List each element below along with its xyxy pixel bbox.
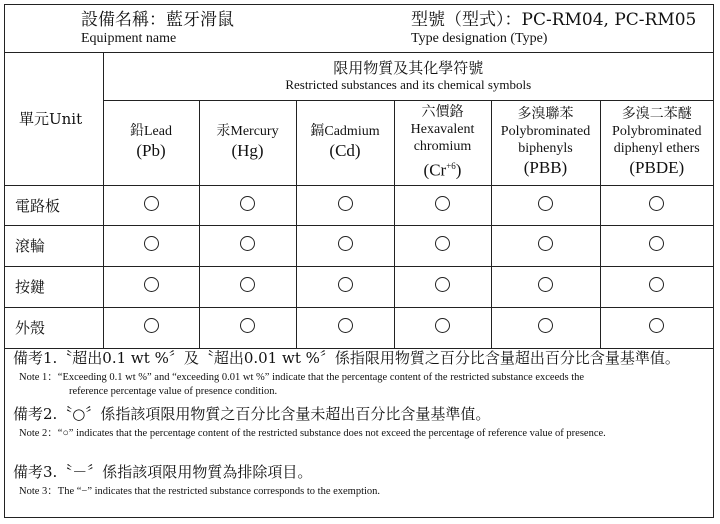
substance-pbde: 多溴二苯醚 Polybrominated diphenyl ethers (PBDE): [600, 100, 713, 185]
substance-pbb: 多溴聯苯 Polybrominated biphenyls (PBB): [491, 100, 600, 185]
table-row: [5, 307, 713, 348]
mark-circle: [296, 307, 394, 348]
mark-circle: [103, 225, 199, 266]
substance-hexavalent-chromium: 六價鉻 Hexavalent chromium $(Cr^{+6})$: [394, 100, 491, 185]
note-1-zh: 備考1.〝超出0.1 wt %〞及〝超出0.01 wt %〞係指限用物質之百分比含量超出百分比含量基準值。: [13, 349, 680, 367]
mark-circle: [296, 225, 394, 266]
mark-circle: [600, 266, 713, 307]
header-row: [5, 5, 713, 53]
mark-circle: [103, 185, 199, 225]
table-row: [5, 225, 713, 266]
substance-mercury: 汞Mercury (Hg): [199, 100, 296, 185]
part-scroll-wheel: 滾輪: [5, 225, 103, 266]
mark-circle: [491, 266, 600, 307]
substance-cadmium: 鎘Cadmium (Cd): [296, 100, 394, 185]
equipment-name-zh: 設備名稱：藍牙滑鼠: [81, 10, 234, 30]
note-2-en: Note 2：“○” indicates that the percentage content of the restricted substance does not exceed the percentage of reference value of presence.: [19, 428, 606, 439]
substance-lead: 鉛Lead (Pb): [103, 100, 199, 185]
type-designation-zh: 型號（型式）：PC-RM04, PC-RM05: [411, 10, 697, 30]
table-row: [5, 185, 713, 225]
mark-circle: [491, 225, 600, 266]
substances-table: [5, 53, 713, 349]
mark-circle: [199, 307, 296, 348]
unit-header: 單元Unit: [5, 53, 103, 185]
restricted-substances-title-en: Restricted substances and its chemical symbols: [285, 77, 532, 93]
mark-circle: [491, 185, 600, 225]
restricted-substances-header: [103, 53, 713, 100]
equipment-block: [81, 10, 234, 48]
mark-circle: [394, 307, 491, 348]
mark-circle: [394, 225, 491, 266]
mark-circle: [103, 266, 199, 307]
restricted-substances-title-zh: 限用物質及其化學符號: [333, 59, 484, 78]
mark-circle: [394, 185, 491, 225]
mark-circle: [199, 266, 296, 307]
part-housing: 外殼: [5, 307, 103, 348]
type-designation-en: Type designation (Type): [411, 31, 548, 46]
note-1-en: Note 1：“Exceeding 0.1 wt %” and “exceeding 0.01 wt %” indicate that the percentage content of the restricted substance exceeds the: [19, 372, 585, 383]
part-buttons: 按鍵: [5, 266, 103, 307]
equipment-name-en: Equipment name: [81, 31, 177, 46]
mark-circle: [296, 266, 394, 307]
mark-circle: [600, 307, 713, 348]
note-3-zh: 備考3.〝－〞係指該項限用物質為排除項目。: [13, 463, 313, 481]
mark-circle: [491, 307, 600, 348]
type-designation-block: [411, 10, 696, 48]
mark-circle: [600, 185, 713, 225]
mark-circle: [199, 185, 296, 225]
table-row: [5, 266, 713, 307]
note-1-en-cont: reference percentage value of presence condition.: [69, 386, 278, 397]
rohs-declaration-table: [4, 4, 714, 518]
mark-circle: [296, 185, 394, 225]
mark-circle: [600, 225, 713, 266]
mark-circle: [103, 307, 199, 348]
note-2-zh: 備考2.〝○〞係指該項限用物質之百分比含量未超出百分比含量基準值。: [13, 405, 491, 423]
mark-circle: [394, 266, 491, 307]
note-3-en: Note 3：The “−” indicates that the restricted substance corresponds to the exemption.: [19, 486, 381, 497]
mark-circle: [199, 225, 296, 266]
part-circuit-board: 電路板: [5, 185, 103, 225]
